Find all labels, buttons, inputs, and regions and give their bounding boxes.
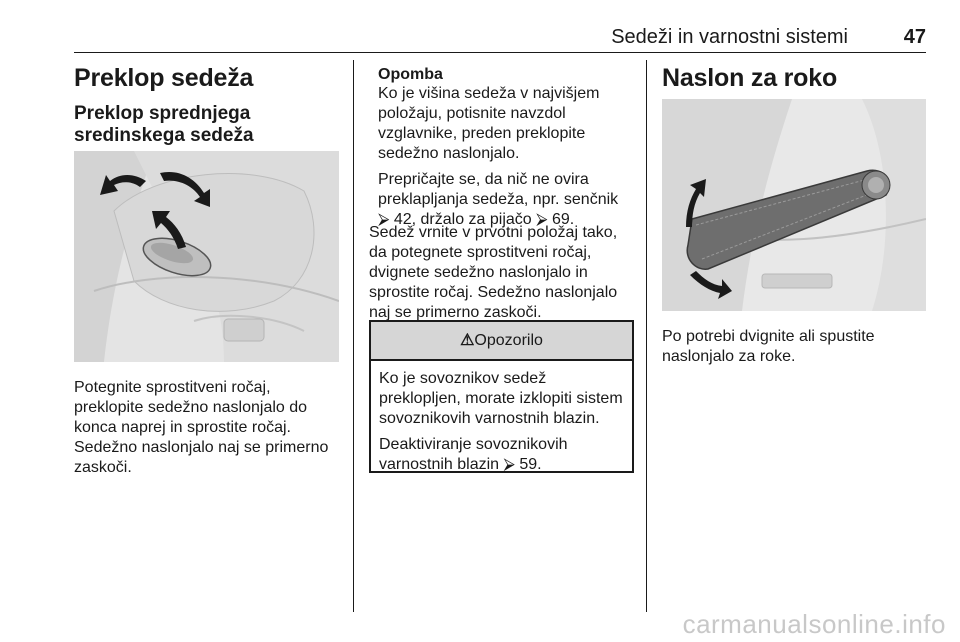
section-heading: Naslon za roko	[662, 64, 838, 92]
column-divider	[353, 60, 354, 612]
note-title: Opomba	[378, 66, 443, 83]
left-column	[74, 64, 340, 147]
page-number: 47	[903, 26, 926, 48]
warning-icon: ⚠	[460, 332, 475, 349]
page-ref-icon: ⮚	[503, 456, 515, 473]
warning-box	[369, 320, 634, 473]
note-block	[378, 66, 633, 236]
page-header	[74, 26, 926, 52]
header-rule	[74, 52, 926, 53]
warning-paragraph: Deaktiviranje sovoznikovih varnostnih blazin ⮚ 59.	[379, 436, 568, 473]
header-title: Sedeži in varnostni sistemi	[611, 26, 848, 48]
page-ref-icon: ⮚	[536, 211, 548, 228]
right-paragraph: Po potrebi dvignite ali spustite naslonjalo za roke.	[662, 328, 875, 365]
warning-title: Opozorilo	[474, 332, 543, 349]
column-divider	[646, 60, 647, 612]
left-paragraph: Potegnite sprostitveni ročaj, preklopite sedežno naslonjalo do konca naprej in sprostite ročaj. Sedežno naslonjalo naj se primerno zaskoči.	[74, 379, 329, 476]
watermark: carmanualsonline.info	[682, 609, 946, 639]
armrest-illustration	[662, 99, 926, 311]
note-paragraph: Prepričajte se, da nič ne ovira preklapljanja sedeža, npr. senčnik ⮚ 42, držalo za pijačo ⮚ 69.	[378, 171, 619, 228]
note-paragraph: Ko je višina sedeža v najvišjem položaju, potisnite navzdol vzglavnike, preden preklopite sedežno naslonjalo.	[378, 85, 600, 162]
warning-header	[371, 322, 632, 361]
section-heading: Preklop sedeža	[74, 64, 254, 92]
subsection-heading: Preklop sprednjega sredinskega sedeža	[74, 103, 254, 146]
page-ref-icon: ⮚	[378, 211, 390, 228]
seat-fold-illustration	[74, 151, 339, 362]
middle-paragraph: Sedež vrnite v prvotni položaj tako, da potegnete sprostitveni ročaj, dvignete sedežno naslonjalo in sprostite ročaj. Sedežno naslonjalo naj se primerno zaskoči.	[369, 224, 618, 321]
warning-paragraph: Ko je sovoznikov sedež preklopljen, morate izklopiti sistem sovoznikovih varnostnih blazin.	[379, 370, 623, 427]
